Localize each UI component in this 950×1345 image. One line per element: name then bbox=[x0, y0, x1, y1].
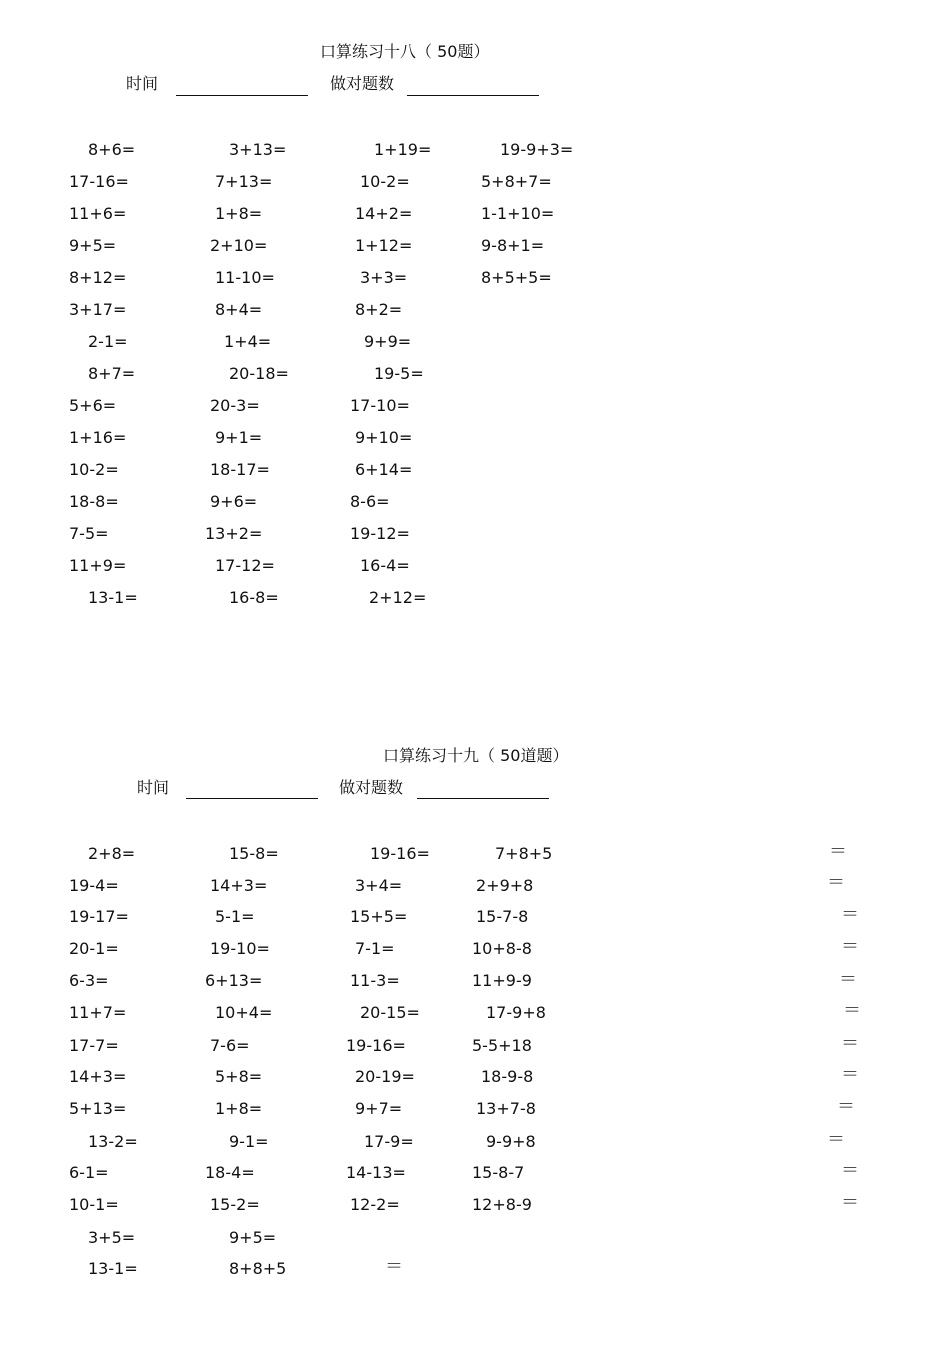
problem: 5-5+18 bbox=[472, 1036, 532, 1055]
problem: 19-5= bbox=[374, 364, 424, 383]
problem: 7-6= bbox=[210, 1036, 250, 1055]
problem: 19-17= bbox=[69, 907, 129, 926]
problem: 9+10= bbox=[355, 428, 413, 447]
problem: 13-2= bbox=[88, 1132, 138, 1151]
answer-equals: ＝ bbox=[839, 969, 857, 990]
problem: 17-7= bbox=[69, 1036, 119, 1055]
answer-equals: ＝ bbox=[841, 936, 859, 957]
problem: 7+8+5 bbox=[495, 844, 553, 863]
problem: 6-1= bbox=[69, 1163, 109, 1182]
problem: 9+1= bbox=[215, 428, 263, 447]
problem: 17-9+8 bbox=[486, 1003, 546, 1022]
problem: 14+3= bbox=[210, 876, 268, 895]
problem: 17-10= bbox=[350, 396, 410, 415]
problem: 5+13= bbox=[69, 1099, 127, 1118]
problem: 1+12= bbox=[355, 236, 413, 255]
problem: 7+13= bbox=[215, 172, 273, 191]
problem: 17-16= bbox=[69, 172, 129, 191]
problem: 2+12= bbox=[369, 588, 427, 607]
answer-equals: ＝ bbox=[841, 904, 859, 925]
problem: 6+14= bbox=[355, 460, 413, 479]
problem: 20-15= bbox=[360, 1003, 420, 1022]
problem: 2+8= bbox=[88, 844, 136, 863]
problem: 5+6= bbox=[69, 396, 117, 415]
problem: 13+2= bbox=[205, 524, 263, 543]
problem: 3+4= bbox=[355, 876, 403, 895]
sheet2-correct-label: 做对题数 bbox=[339, 778, 404, 797]
problem: 11-3= bbox=[350, 971, 400, 990]
problem: 3+13= bbox=[229, 140, 287, 159]
problem: 19-16= bbox=[370, 844, 430, 863]
problem: 20-19= bbox=[355, 1067, 415, 1086]
problem: 3+3= bbox=[360, 268, 408, 287]
problem: 8+8+5 bbox=[229, 1259, 287, 1278]
problem: 20-18= bbox=[229, 364, 289, 383]
problem: 12-2= bbox=[350, 1195, 400, 1214]
problem: 8+2= bbox=[355, 300, 403, 319]
answer-equals: ＝ bbox=[829, 841, 847, 862]
problem: 17-9= bbox=[364, 1132, 414, 1151]
problem: 5+8+7= bbox=[481, 172, 552, 191]
problem: 18-4= bbox=[205, 1163, 255, 1182]
sheet1-correct-blank[interactable] bbox=[407, 95, 539, 96]
problem: 16-4= bbox=[360, 556, 410, 575]
sheet1-time-label: 时间 bbox=[126, 74, 159, 93]
problem: 1+19= bbox=[374, 140, 432, 159]
problem: 15+5= bbox=[350, 907, 408, 926]
problem: 1+8= bbox=[215, 204, 263, 223]
problem: 10-2= bbox=[69, 460, 119, 479]
problem: 11+6= bbox=[69, 204, 127, 223]
problem: 2+9+8 bbox=[476, 876, 534, 895]
problem: 5-1= bbox=[215, 907, 255, 926]
answer-equals: ＝ bbox=[837, 1096, 855, 1117]
problem: 18-17= bbox=[210, 460, 270, 479]
problem: 11+9= bbox=[69, 556, 127, 575]
problem: 9+9= bbox=[364, 332, 412, 351]
sheet2-title: 口算练习十九（ 50道题） bbox=[383, 746, 569, 765]
problem: 10-2= bbox=[360, 172, 410, 191]
problem: 3+5= bbox=[88, 1228, 136, 1247]
problem: 15-2= bbox=[210, 1195, 260, 1214]
problem: 1-1+10= bbox=[481, 204, 555, 223]
problem: 5+8= bbox=[215, 1067, 263, 1086]
problem: 8+12= bbox=[69, 268, 127, 287]
problem: 19-10= bbox=[210, 939, 270, 958]
problem: 10+4= bbox=[215, 1003, 273, 1022]
problem: 15-8= bbox=[229, 844, 279, 863]
problem: 10+8-8 bbox=[472, 939, 532, 958]
problem: 12+8-9 bbox=[472, 1195, 532, 1214]
problem: 1+4= bbox=[224, 332, 272, 351]
problem: 1+8= bbox=[215, 1099, 263, 1118]
answer-equals: ＝ bbox=[841, 1192, 859, 1213]
problem: 9-9+8 bbox=[486, 1132, 536, 1151]
sheet2-time-blank[interactable] bbox=[186, 798, 318, 799]
problem: 15-7-8 bbox=[476, 907, 529, 926]
problem: 8+6= bbox=[88, 140, 136, 159]
problem: 13+7-8 bbox=[476, 1099, 536, 1118]
problem: 9-1= bbox=[229, 1132, 269, 1151]
problem: 11+9-9 bbox=[472, 971, 532, 990]
problem: 9+5= bbox=[69, 236, 117, 255]
problem: 19-16= bbox=[346, 1036, 406, 1055]
problem: 13-1= bbox=[88, 588, 138, 607]
answer-equals: ＝ bbox=[827, 1129, 845, 1150]
problem: 8+4= bbox=[215, 300, 263, 319]
problem: 19-12= bbox=[350, 524, 410, 543]
problem: 2-1= bbox=[88, 332, 128, 351]
problem: 15-8-7 bbox=[472, 1163, 525, 1182]
sheet2-time-label: 时间 bbox=[137, 778, 170, 797]
sheet1-correct-label: 做对题数 bbox=[330, 74, 395, 93]
problem: 8-6= bbox=[350, 492, 390, 511]
problem: 2+10= bbox=[210, 236, 268, 255]
problem: 6+13= bbox=[205, 971, 263, 990]
problem: 11-10= bbox=[215, 268, 275, 287]
problem: 16-8= bbox=[229, 588, 279, 607]
problem: 7-5= bbox=[69, 524, 109, 543]
problem: 10-1= bbox=[69, 1195, 119, 1214]
problem: 14+2= bbox=[355, 204, 413, 223]
problem: 14+3= bbox=[69, 1067, 127, 1086]
problem: 17-12= bbox=[215, 556, 275, 575]
sheet1-time-blank[interactable] bbox=[176, 95, 308, 96]
sheet2-correct-blank[interactable] bbox=[417, 798, 549, 799]
answer-equals: ＝ bbox=[827, 872, 845, 893]
problem: 6-3= bbox=[69, 971, 109, 990]
problem: 19-9+3= bbox=[500, 140, 574, 159]
problem: 9+5= bbox=[229, 1228, 277, 1247]
answer-equals: ＝ bbox=[841, 1064, 859, 1085]
sheet1-title: 口算练习十八（ 50题） bbox=[320, 42, 490, 61]
answer-equals: ＝ bbox=[841, 1033, 859, 1054]
problem: 20-3= bbox=[210, 396, 260, 415]
problem: 11+7= bbox=[69, 1003, 127, 1022]
problem: 1+16= bbox=[69, 428, 127, 447]
problem: 7-1= bbox=[355, 939, 395, 958]
answer-equals: ＝ bbox=[841, 1160, 859, 1181]
problem: 20-1= bbox=[69, 939, 119, 958]
problem: 8+7= bbox=[88, 364, 136, 383]
answer-equals: ＝ bbox=[385, 1256, 403, 1277]
problem: 19-4= bbox=[69, 876, 119, 895]
answer-equals: ＝ bbox=[843, 1000, 861, 1021]
problem: 18-8= bbox=[69, 492, 119, 511]
problem: 9+6= bbox=[210, 492, 258, 511]
problem: 9+7= bbox=[355, 1099, 403, 1118]
problem: 13-1= bbox=[88, 1259, 138, 1278]
problem: 3+17= bbox=[69, 300, 127, 319]
problem: 8+5+5= bbox=[481, 268, 552, 287]
problem: 9-8+1= bbox=[481, 236, 545, 255]
problem: 14-13= bbox=[346, 1163, 406, 1182]
problem: 18-9-8 bbox=[481, 1067, 534, 1086]
